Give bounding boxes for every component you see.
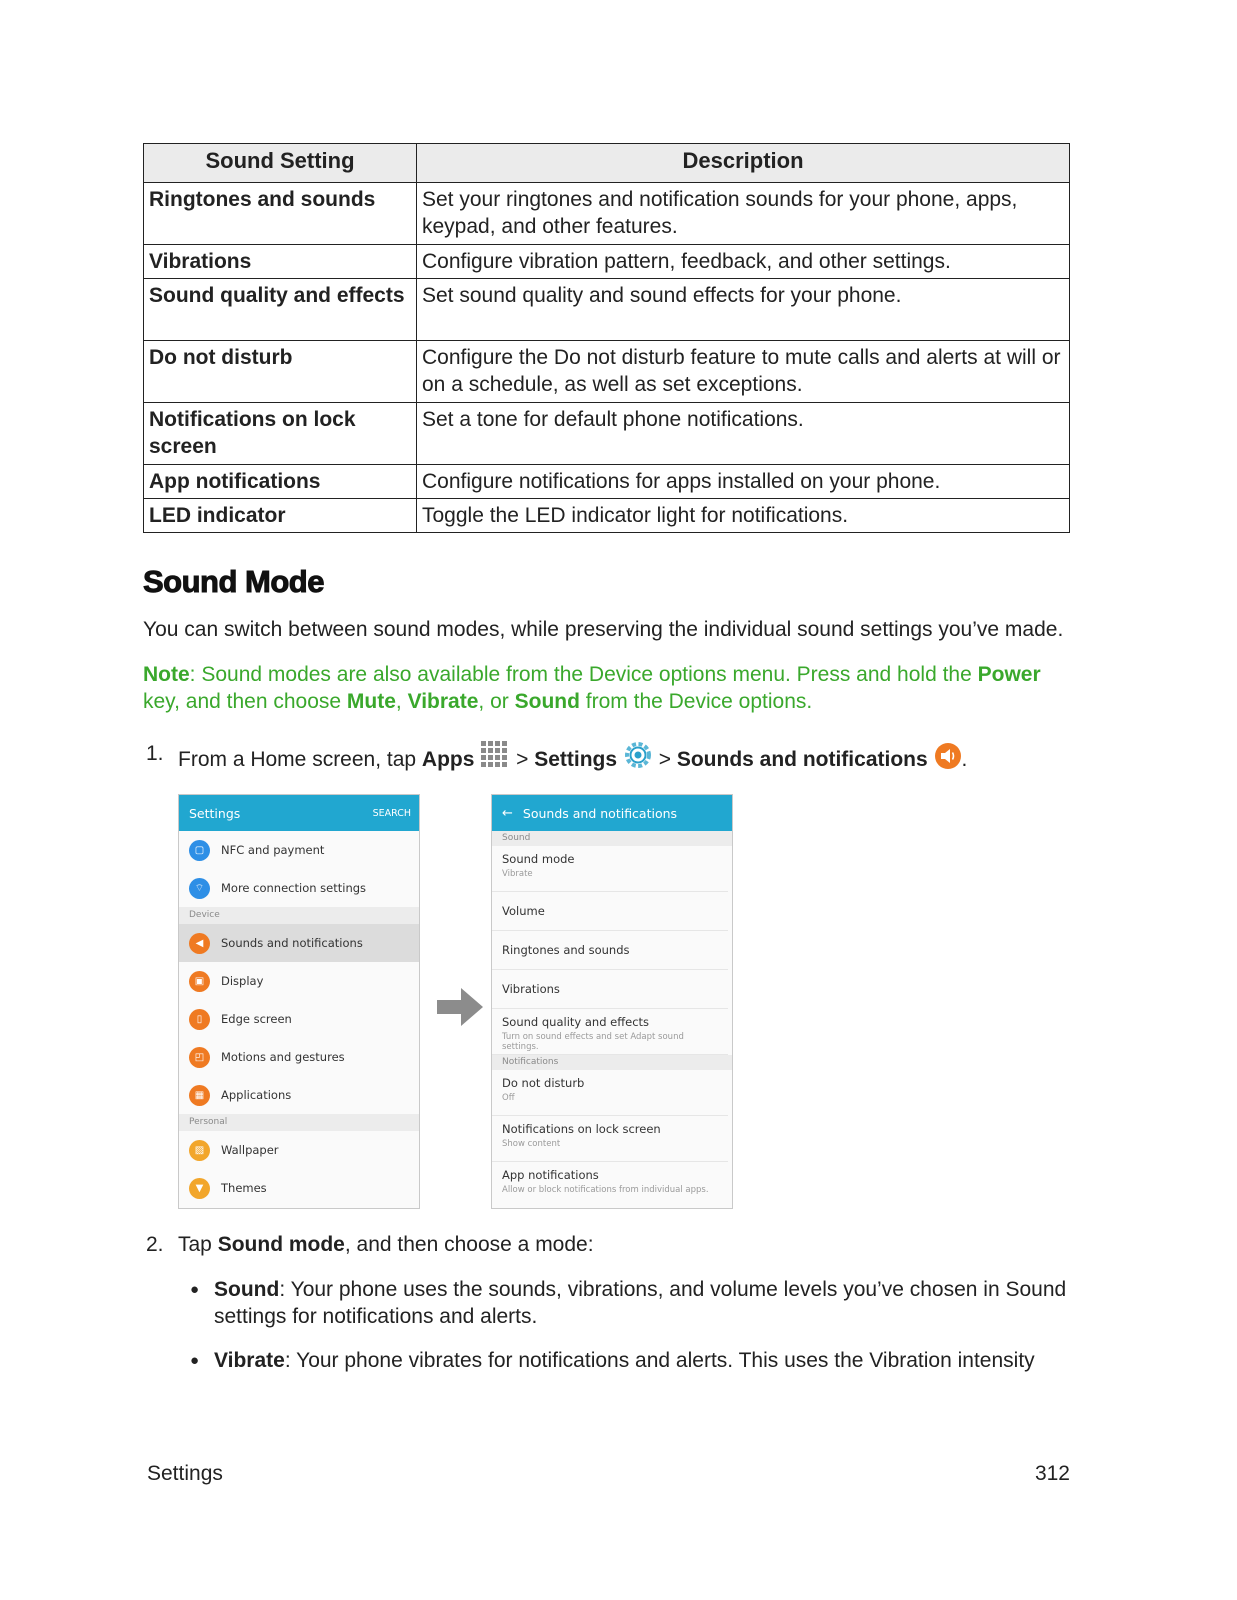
note-text: , or [478,690,515,713]
item-sublabel: Vibrate [502,869,533,879]
bullet-icon: ● [190,1352,200,1369]
bullet-icon: ● [190,1281,200,1298]
table-row [144,341,1070,403]
sound-mode-label: Sound mode [217,1233,345,1256]
wallpaper-icon: ▨ [189,1140,210,1161]
setting-description: Set your ringtones and notification sounds for your phone, apps, keypad, and other features. [417,183,1070,245]
table-row [144,183,1070,245]
footer-section: Settings [147,1462,223,1485]
themes-icon: ▼ [189,1178,210,1199]
app-bar [179,795,419,831]
note-label: Note [143,663,190,686]
bullet-text: : Your phone vibrates for notifications and alerts. This uses the Vibration intensity [284,1349,1035,1372]
item-label: Sound quality and effects [502,1015,650,1029]
settings-item-label: Edge screen [221,1012,292,1026]
back-arrow-icon[interactable]: ← [502,805,513,821]
do-not-disturb-item[interactable] [492,1070,728,1116]
note-paragraph [143,661,1073,715]
settings-item-label: Sounds and notifications [221,936,363,950]
app-bar [492,795,732,831]
settings-item-sounds[interactable] [179,924,419,962]
step-separator: > [652,748,677,771]
page-number: 312 [1034,1462,1070,1485]
item-label: App notifications [502,1168,599,1182]
table-row [144,465,1070,499]
setting-name: Do not disturb [144,341,417,403]
bullet-sound [214,1276,1084,1330]
item-label: Notifications on lock screen [502,1122,661,1136]
note-text: from the Device options. [579,690,813,713]
vibrations-item[interactable] [492,970,728,1009]
connection-icon: ⌔ [189,878,210,899]
bullet-vibrate [214,1347,1094,1374]
motion-icon: ◰ [189,1047,210,1068]
intro-paragraph: You can switch between sound modes, while preserving the individual sound settings you’ve made. [143,618,1064,641]
step-text: Tap [178,1233,218,1256]
section-label: Notifications [492,1055,732,1070]
step-number: 1. [146,742,164,765]
note-bold: Power [977,663,1041,686]
item-label: Sound mode [502,852,575,866]
item-label: Volume [502,904,545,918]
app-notifications-item[interactable] [492,1162,728,1207]
app-bar-title: Sounds and notifications [522,805,678,821]
settings-item-label: Applications [221,1088,292,1102]
section-label: Sound [492,831,732,846]
table-header-row [144,144,1070,183]
item-sublabel: Show content [502,1139,561,1149]
setting-description: Configure vibration pattern, feedback, and other settings. [417,245,1070,279]
settings-label: Settings [534,748,618,771]
item-label: Do not disturb [502,1076,585,1090]
step-number: 2. [146,1233,164,1256]
search-button[interactable]: SEARCH [372,807,411,819]
settings-item-label: More connection settings [221,881,367,895]
column-header: Sound Setting [144,144,417,183]
settings-item-label: Display [221,974,264,988]
settings-item[interactable] [179,1169,419,1207]
note-text: : Sound modes are also available from the Device options menu. Press and hold the [189,663,978,686]
sound-settings-table [143,143,1070,533]
setting-name: App notifications [144,465,417,499]
sound-notification-icon [934,742,962,777]
setting-name: Vibrations [144,245,417,279]
setting-description: Configure the Do not disturb feature to mute calls and alerts at will or on a schedule, as well as set exceptions. [417,341,1070,403]
setting-name: Notifications on lock screen [144,403,417,465]
settings-item[interactable] [179,1038,419,1076]
settings-item-label: Themes [221,1181,267,1195]
settings-item-label: Motions and gestures [221,1050,345,1064]
step-text: , and then choose a mode: [344,1233,594,1256]
setting-description: Configure notifications for apps installed on your phone. [417,465,1070,499]
settings-item[interactable] [179,1076,419,1114]
settings-screenshot [178,794,420,1209]
ringtones-item[interactable] [492,931,728,970]
note-bold: Vibrate [407,690,479,713]
setting-description: Set sound quality and sound effects for your phone. [417,279,1070,341]
sound-quality-item[interactable] [492,1009,728,1055]
lock-screen-item[interactable] [492,1116,728,1162]
display-icon: ▣ [189,971,210,992]
step-text: . [961,748,968,771]
sound-mode-item[interactable] [492,846,728,892]
table-row [144,403,1070,465]
arrow-right-icon [435,985,485,1034]
sounds-label: Sounds and notifications [676,748,928,771]
section-label: Personal [179,1114,419,1131]
item-label: Vibrations [502,982,560,996]
section-label: Device [179,907,419,924]
table-row [144,245,1070,279]
settings-item[interactable] [179,869,419,907]
step-text: From a Home screen, tap [178,748,422,771]
table-row [144,279,1070,341]
setting-description: Set a tone for default phone notifications. [417,403,1070,465]
settings-item[interactable] [179,962,419,1000]
settings-item[interactable] [179,1131,419,1169]
note-bold: Mute [346,690,396,713]
nfc-icon: ▢ [189,840,210,861]
step-2-text [178,1231,594,1258]
setting-name: Sound quality and effects [144,279,417,341]
app-bar-title: Settings [189,805,241,821]
settings-item-label: Wallpaper [221,1143,279,1157]
setting-name: LED indicator [144,499,417,533]
bullet-term: Vibrate [214,1349,285,1372]
apps-grid-icon [480,740,510,777]
apps-label: Apps [421,748,475,771]
step-1-text [178,740,967,777]
item-sublabel: Off [502,1093,515,1103]
apps-icon: ▦ [189,1085,210,1106]
settings-gear-icon [623,740,653,777]
volume-icon: ◀ [189,933,210,954]
bullet-term: Sound [214,1278,280,1301]
setting-description: Toggle the LED indicator light for notifications. [417,499,1070,533]
column-header: Description [417,144,1070,183]
settings-item-label: NFC and payment [221,843,325,857]
edge-icon: ▯ [189,1009,210,1030]
table-row [144,499,1070,533]
note-bold: Sound [514,690,580,713]
note-text: key, and then choose [143,690,347,713]
step-separator: > [510,748,535,771]
item-label: Ringtones and sounds [502,943,630,957]
settings-item[interactable] [179,831,419,869]
item-sublabel: Allow or block notifications from individual apps. [502,1185,709,1195]
item-sublabel: Turn on sound effects and set Adapt sound settings. [502,1032,684,1052]
setting-name: Ringtones and sounds [144,183,417,245]
note-text: , [395,690,408,713]
volume-item[interactable] [492,892,728,931]
bullet-text: : Your phone uses the sounds, vibrations, and volume levels you’ve chosen in Sound settings for notifications and alerts. [214,1278,1067,1328]
settings-item[interactable] [179,1000,419,1038]
section-heading: Sound Mode [143,564,324,599]
sounds-notifications-screenshot [491,794,733,1209]
